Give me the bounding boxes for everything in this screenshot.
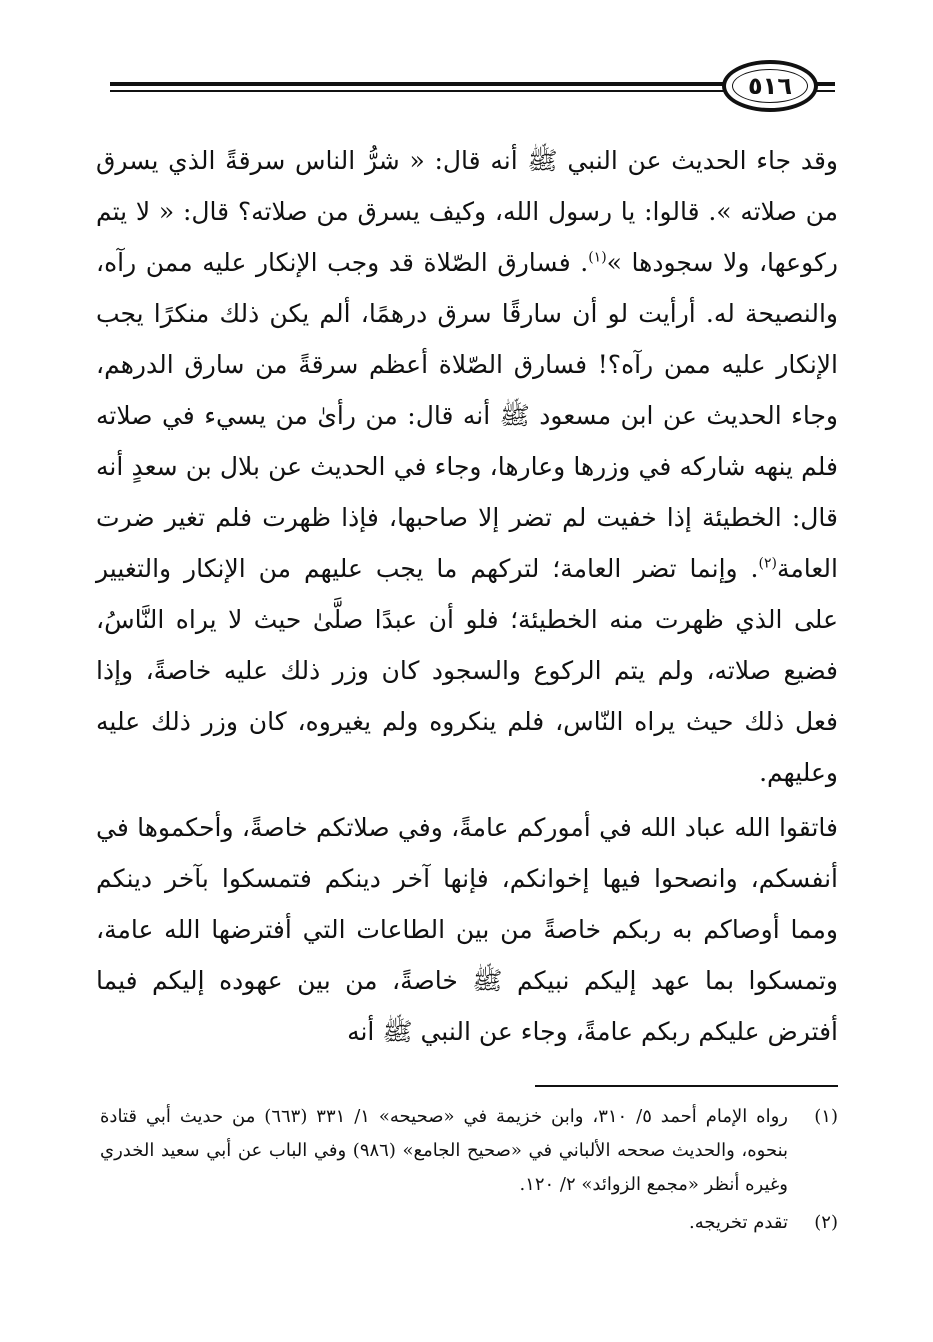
- paragraph-1-part-3: . وإنما تضر العامة؛ لتركهم ما يجب عليهم من الإنكار والتغيير على الذي ظهرت منه الخطيئة؛ فلو أن عبدًا صلَّىٰ حيث لا يراه النَّاسُ، فضيع صلاته، ولم يتم الركوع والسجود كان وزر ذلك عليه خاصةً، وإذا فعل ذلك حيث يراه النّاس، فلم ينكروه ولم يغيروه، كان وزر ذلك عليه وعليهم.: [96, 554, 838, 787]
- footnote-number: (٢): [814, 1212, 838, 1233]
- footnote-1: [100, 1100, 838, 1202]
- footnote-ref-2[interactable]: (٢): [758, 555, 777, 572]
- footnote-text: رواه الإمام أحمد ٥/ ٣١٠، وابن خزيمة في «صحيحه» ١/ ٣٣١ (٦٦٣) من حديث أبي قتادة بنحوه، والحديث صححه الألباني في «صحيح الجامع» (٩٨٦) وفي الباب عن أبي سعيد الخدري وغيره أنظر «مجمع الزوائد» ٢/ ١٢٠.: [100, 1106, 789, 1195]
- header-rule: [110, 82, 730, 86]
- header-rule-thin: [110, 90, 730, 92]
- paragraph-1: [96, 135, 838, 798]
- page-number: ٥١٦: [748, 72, 792, 100]
- page-header: [110, 60, 835, 116]
- paragraph-1-part-1: وقد جاء الحديث عن النبي ﷺ أنه قال: « شرُّ الناس سرقةً الذي يسرق من صلاته ». قالوا: يا رسول الله، وكيف يسرق من صلاته؟ قال: « لا يتم ركوعها، ولا سجودها »: [96, 146, 838, 277]
- paragraph-1-part-2: . فسارق الصّلاة قد وجب الإنكار عليه ممن رآه، والنصيحة له. أرأيت لو أن سارقًا سرق درهمًا، ألم يكن ذلك منكرًا يجب الإنكار عليه ممن رآه؟! فسارق الصّلاة أعظم سرقةً من سارق الدرهم، وجاء الحديث عن ابن مسعود ﷺ أنه قال: من رأىٰ من يسيء في صلاته فلم ينهه شاركه في وزرها وعارها، وجاء في الحديث عن بلال بن سعدٍ أنه قال: الخطيئة إذا خفيت لم تضر إلا صاحبها، فإذا ظهرت فلم تغير ضرت العامة: [96, 248, 838, 583]
- footnote-text: تقدم تخريجه.: [689, 1212, 788, 1233]
- footnote-number: (١): [814, 1106, 838, 1127]
- paragraph-2: فاتقوا الله عباد الله في أموركم عامةً، وفي صلاتكم خاصةً، وأحكموها في أنفسكم، وانصحوا فيها إخوانكم، فإنها آخر دينكم فتمسكوا بآخر دينكم ومما أوصاكم به ربكم خاصةً من بين الطاعات التي أفترضها الله عامة، وتمسكوا بما عهد إليكم نبيكم ﷺ خاصةً، من بين عهوده إليكم فيما أفترض عليكم ربكم عامةً، وجاء عن النبي ﷺ أنه: [96, 813, 838, 1046]
- main-text: [96, 135, 838, 1057]
- footnotes: [100, 1100, 838, 1244]
- footnote-separator: [535, 1085, 838, 1087]
- footnote-2: [100, 1206, 838, 1240]
- page-number-badge: [722, 60, 818, 112]
- footnote-ref-1[interactable]: (١): [588, 249, 607, 266]
